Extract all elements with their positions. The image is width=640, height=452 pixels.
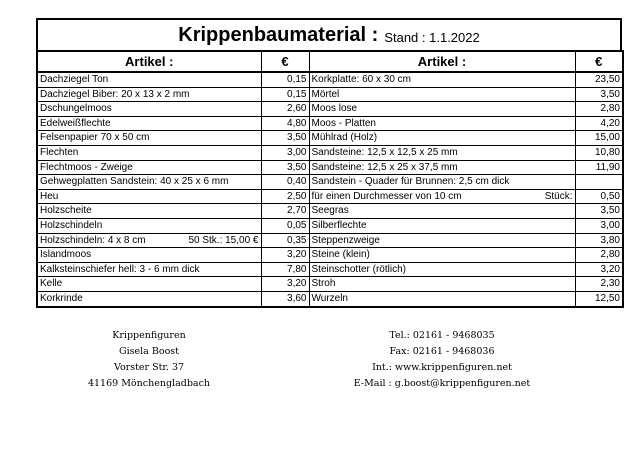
table-row bbox=[37, 248, 623, 263]
table-row bbox=[37, 145, 623, 160]
item-name-left: Dachziegel Biber: 20 x 13 x 2 mm bbox=[37, 87, 261, 102]
table-header-row bbox=[37, 51, 623, 72]
item-price-left: 0,15 bbox=[261, 72, 309, 87]
item-name-left: Felsenpapier 70 x 50 cm bbox=[37, 131, 261, 146]
item-price-right bbox=[575, 175, 623, 190]
item-name-right: Wurzeln bbox=[309, 291, 575, 306]
price-sheet bbox=[36, 18, 622, 308]
item-price-right: 15,00 bbox=[575, 131, 623, 146]
item-price-left: 3,20 bbox=[261, 277, 309, 292]
company-name: Krippenfiguren bbox=[112, 330, 186, 341]
item-price-right: 2,80 bbox=[575, 102, 623, 117]
item-price-right: 4,20 bbox=[575, 116, 623, 131]
item-name-right: Sandsteine: 12,5 x 12,5 x 25 mm bbox=[309, 145, 575, 160]
title-bar bbox=[36, 18, 622, 50]
item-price-right: 23,50 bbox=[575, 72, 623, 87]
item-name-left: Kalksteinschiefer hell: 3 - 6 mm dick bbox=[37, 262, 261, 277]
table-row bbox=[37, 102, 623, 117]
item-name-left: Heu bbox=[37, 189, 261, 204]
item-name-left: Gehwegplatten Sandstein: 40 x 25 x 6 mm bbox=[37, 175, 261, 190]
item-price-right: 3,50 bbox=[575, 87, 623, 102]
item-name-text: Holzschindeln: 4 x 8 cm bbox=[40, 234, 146, 246]
item-name-left: Holzschindeln bbox=[37, 218, 261, 233]
item-price-left: 3,50 bbox=[261, 131, 309, 146]
item-name-right: Stroh bbox=[309, 277, 575, 292]
phone: Tel.: 02161 - 9468035 bbox=[389, 330, 495, 341]
item-name-left: Korkrinde bbox=[37, 291, 261, 306]
item-price-left: 2,70 bbox=[261, 204, 309, 219]
item-price-left: 2,60 bbox=[261, 102, 309, 117]
table-row bbox=[37, 204, 623, 219]
item-price-right: 3,20 bbox=[575, 262, 623, 277]
table-row bbox=[37, 218, 623, 233]
table-row bbox=[37, 131, 623, 146]
item-name-left: Holzscheite bbox=[37, 204, 261, 219]
item-price-left: 0,40 bbox=[261, 175, 309, 190]
item-name-right: Mühlrad (Holz) bbox=[309, 131, 575, 146]
website[interactable]: Int.: www.krippenfiguren.net bbox=[372, 362, 512, 373]
street: Vorster Str. 37 bbox=[113, 362, 185, 373]
item-name-left: Flechten bbox=[37, 145, 261, 160]
table-row bbox=[37, 160, 623, 175]
header-euro-left: € bbox=[261, 51, 309, 72]
item-name-right: Seegras bbox=[309, 204, 575, 219]
item-price-right: 3,00 bbox=[575, 218, 623, 233]
item-name-left: Kelle bbox=[37, 277, 261, 292]
stand-date: Stand : 1.1.2022 bbox=[384, 29, 480, 45]
item-name-right bbox=[309, 189, 575, 204]
item-price-right: 0,50 bbox=[575, 189, 623, 204]
price-table bbox=[36, 50, 624, 308]
item-name-right: Steppenzweige bbox=[309, 233, 575, 248]
item-name-left: Dschungelmoos bbox=[37, 102, 261, 117]
header-artikel-left: Artikel : bbox=[37, 51, 261, 72]
item-price-left: 0,05 bbox=[261, 218, 309, 233]
item-price-left: 3,00 bbox=[261, 145, 309, 160]
item-price-right: 2,30 bbox=[575, 277, 623, 292]
table-row bbox=[37, 116, 623, 131]
contact-block bbox=[352, 328, 532, 392]
item-name-right: Sandstein - Quader für Brunnen: 2,5 cm dick bbox=[309, 175, 575, 190]
item-name-left: Islandmoos bbox=[37, 248, 261, 263]
item-price-right: 2,80 bbox=[575, 248, 623, 263]
item-price-right: 12,50 bbox=[575, 291, 623, 306]
item-name-text: für einen Durchmesser von 10 cm bbox=[311, 190, 462, 202]
item-price-left: 7,80 bbox=[261, 262, 309, 277]
item-name-left: Edelweißflechte bbox=[37, 116, 261, 131]
item-name-right: Korkplatte: 60 x 30 cm bbox=[309, 72, 575, 87]
item-name-left: Dachziegel Ton bbox=[37, 72, 261, 87]
item-price-left: 3,20 bbox=[261, 248, 309, 263]
item-price-right: 3,80 bbox=[575, 233, 623, 248]
table-row bbox=[37, 189, 623, 204]
header-euro-right: € bbox=[575, 51, 623, 72]
item-price-left: 3,50 bbox=[261, 160, 309, 175]
table-row bbox=[37, 291, 623, 306]
item-name-right: Silberflechte bbox=[309, 218, 575, 233]
item-price-right: 11,90 bbox=[575, 160, 623, 175]
table-row bbox=[37, 262, 623, 277]
email[interactable]: E-Mail : g.boost@krippenfiguren.net bbox=[353, 378, 531, 389]
item-name-right: Sandsteine: 12,5 x 25 x 37,5 mm bbox=[309, 160, 575, 175]
header-artikel-right: Artikel : bbox=[309, 51, 575, 72]
item-price-left: 0,35 bbox=[261, 233, 309, 248]
item-name-right: Mörtel bbox=[309, 87, 575, 102]
page-title: Krippenbaumaterial : bbox=[178, 23, 379, 46]
item-name-right: Steinschotter (rötlich) bbox=[309, 262, 575, 277]
item-price-right: 3,50 bbox=[575, 204, 623, 219]
table-row bbox=[37, 87, 623, 102]
table-row bbox=[37, 233, 623, 248]
item-price-right: 10,80 bbox=[575, 145, 623, 160]
item-extra: Stück: bbox=[544, 190, 573, 202]
owner-name: Gisela Boost bbox=[119, 346, 179, 357]
item-extra: 50 Stk.: 15,00 € bbox=[188, 234, 259, 246]
item-price-left: 4,80 bbox=[261, 116, 309, 131]
item-price-left: 2,50 bbox=[261, 189, 309, 204]
table-row bbox=[37, 175, 623, 190]
item-name-right: Moos lose bbox=[309, 102, 575, 117]
city: 41169 Mönchengladbach bbox=[87, 378, 211, 389]
item-name-left bbox=[37, 233, 261, 248]
item-name-right: Steine (klein) bbox=[309, 248, 575, 263]
item-price-left: 3,60 bbox=[261, 291, 309, 306]
table-row bbox=[37, 277, 623, 292]
item-price-left: 0,15 bbox=[261, 87, 309, 102]
address-block bbox=[84, 328, 214, 392]
table-row bbox=[37, 72, 623, 87]
fax: Fax: 02161 - 9468036 bbox=[389, 346, 495, 357]
item-name-left: Flechtmoos - Zweige bbox=[37, 160, 261, 175]
item-name-right: Moos - Platten bbox=[309, 116, 575, 131]
